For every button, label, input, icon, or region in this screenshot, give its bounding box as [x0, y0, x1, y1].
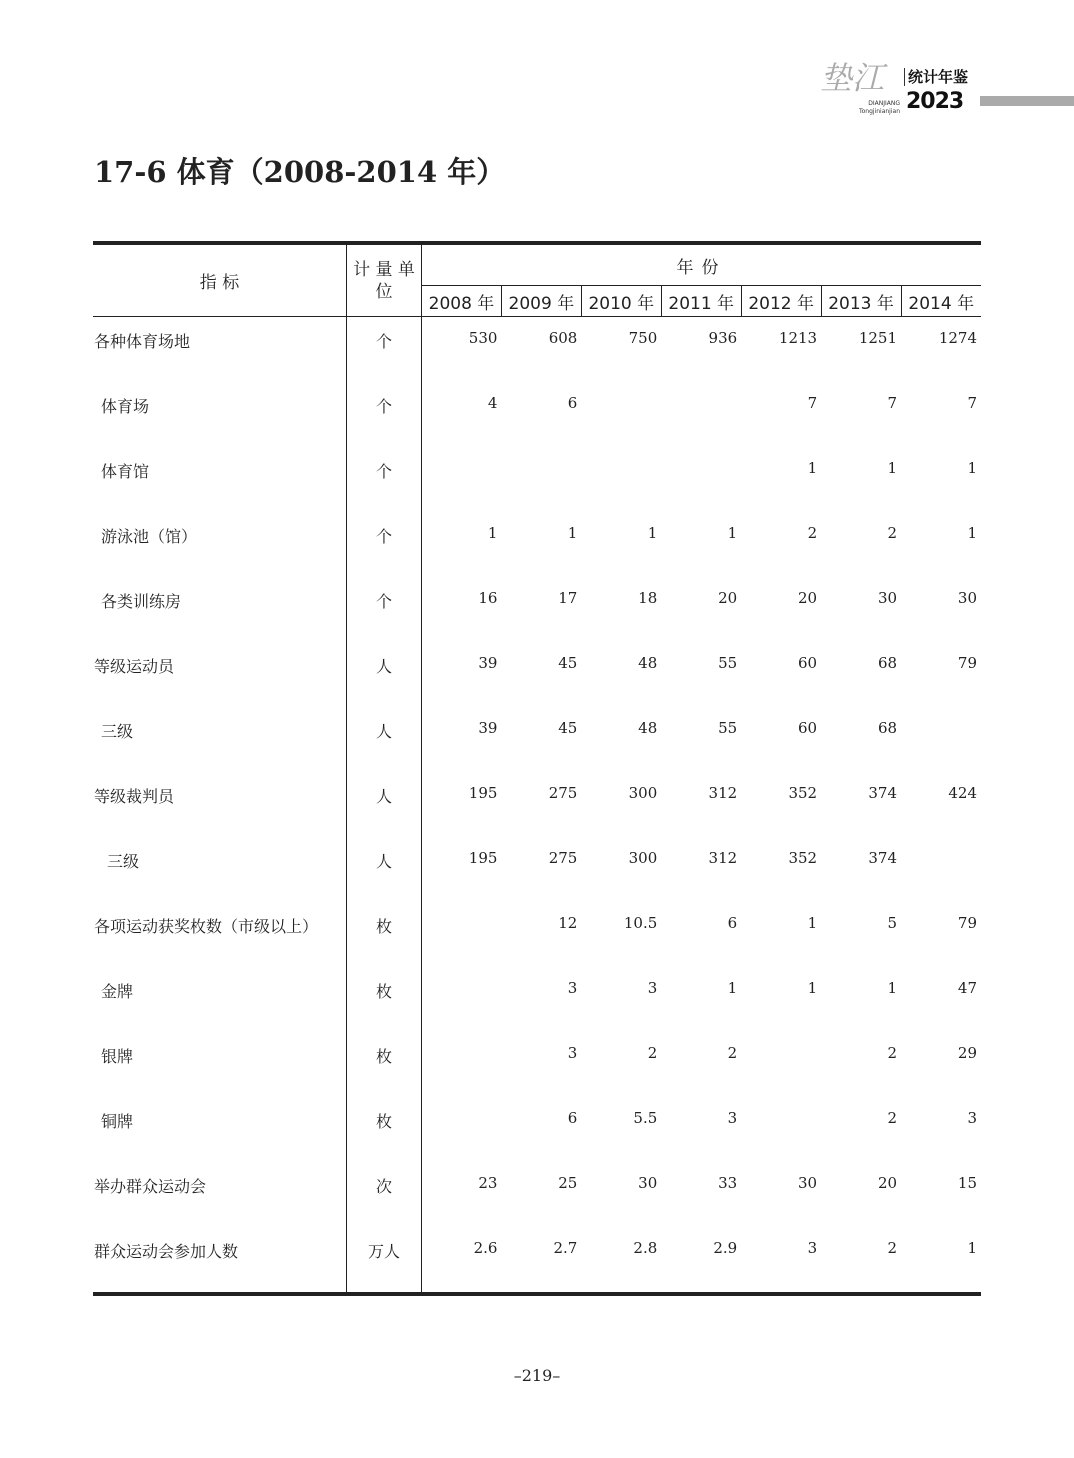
value-cell: 275 [548, 848, 578, 867]
value-cell [661, 447, 741, 512]
value-cell: 4 [487, 393, 498, 412]
value-cell: 3 [727, 1108, 738, 1127]
value-cell: 3 [567, 978, 578, 997]
value-cell: 2 [887, 1108, 898, 1127]
value-cell: 1 [727, 978, 738, 997]
value-cell: 2 [807, 523, 818, 542]
value-cell: 3 [967, 1108, 977, 1127]
value-cell: 352 [788, 783, 818, 802]
value-cell: 79 [957, 913, 977, 932]
table-row [93, 902, 981, 967]
value-cell: 60 [798, 653, 818, 672]
value-cell: 936 [708, 329, 738, 347]
row-unit: 个 [347, 577, 422, 642]
value-cell: 1 [901, 1227, 981, 1294]
value-cell: 750 [628, 329, 658, 347]
value-cell: 5.5 [633, 1108, 658, 1127]
value-cell: 18 [638, 588, 658, 607]
value-cell: 39 [478, 718, 498, 737]
value-cell: 2 [887, 1043, 898, 1062]
table-row [93, 642, 981, 707]
logo-english-line-1: DIANJIANG [868, 100, 900, 107]
value-cell: 2.8 [581, 1227, 661, 1294]
table-row [93, 1162, 981, 1227]
row-label: 铜牌 [93, 1097, 347, 1162]
row-label: 三级 [93, 837, 347, 902]
row-unit: 人 [347, 707, 422, 772]
value-cell: 530 [468, 329, 498, 347]
value-cell: 20 [798, 588, 818, 607]
value-cell: 7 [887, 393, 898, 412]
value-cell: 5 [887, 913, 898, 932]
value-cell: 7 [967, 393, 977, 412]
value-cell: 1251 [858, 329, 898, 347]
value-cell: 1 [887, 458, 898, 477]
row-unit: 次 [347, 1162, 422, 1227]
row-unit: 个 [347, 447, 422, 512]
row-unit: 人 [347, 642, 422, 707]
book-title: 统计年鉴 [904, 68, 968, 86]
logo-english [820, 100, 900, 116]
value-cell: 47 [957, 978, 977, 997]
value-cell: 1274 [938, 329, 977, 347]
value-cell: 20 [877, 1173, 898, 1192]
value-cell [581, 382, 661, 447]
value-cell: 275 [548, 783, 578, 802]
value-cell: 30 [798, 1173, 818, 1192]
header-year: 2013 年 [821, 286, 901, 317]
value-cell: 1 [807, 458, 818, 477]
table-row [93, 772, 981, 837]
row-label: 体育场 [93, 382, 347, 447]
row-label: 等级裁判员 [93, 772, 347, 837]
value-cell: 16 [478, 588, 498, 607]
value-cell: 1 [727, 523, 738, 542]
value-cell: 60 [798, 718, 818, 737]
value-cell [422, 902, 502, 967]
value-cell: 300 [628, 848, 658, 867]
value-cell: 195 [468, 783, 498, 802]
row-unit: 个 [347, 512, 422, 577]
value-cell: 1 [567, 523, 578, 542]
value-cell: 45 [558, 653, 578, 672]
page-title: 17-6 体育（2008-2014 年） [94, 155, 506, 189]
value-cell: 23 [478, 1173, 498, 1192]
table-row [93, 512, 981, 577]
table-row [93, 967, 981, 1032]
table-row [93, 1097, 981, 1162]
value-cell: 29 [957, 1043, 977, 1062]
header-indicator: 指 标 [93, 243, 347, 317]
logo-english-line-2: Tongjinianjian [858, 108, 900, 115]
header-year: 2010 年 [581, 286, 661, 317]
row-label: 金牌 [93, 967, 347, 1032]
value-cell: 2 [821, 1227, 901, 1294]
value-cell: 6 [727, 913, 738, 932]
value-cell: 55 [718, 653, 738, 672]
value-cell: 39 [478, 653, 498, 672]
header-unit: 计 量 单 位 [347, 243, 422, 317]
value-cell: 2.9 [661, 1227, 741, 1294]
value-cell [661, 382, 741, 447]
table-row [93, 382, 981, 447]
header-year: 2011 年 [661, 286, 741, 317]
row-label: 三级 [93, 707, 347, 772]
value-cell [901, 837, 981, 902]
row-label: 各类训练房 [93, 577, 347, 642]
value-cell: 30 [877, 588, 898, 607]
header-year: 2012 年 [741, 286, 821, 317]
value-cell [422, 1032, 502, 1097]
value-cell: 68 [877, 718, 898, 737]
value-cell: 25 [558, 1173, 578, 1192]
value-cell: 3 [741, 1227, 821, 1294]
row-label: 各项运动获奖枚数（市级以上） [93, 902, 347, 967]
row-label: 游泳池（馆） [93, 512, 347, 577]
value-cell: 17 [558, 588, 578, 607]
page-number: –219– [513, 1366, 561, 1385]
logo-calligraphy: 垫江 [820, 59, 885, 97]
row-unit: 枚 [347, 1032, 422, 1097]
table-row [93, 837, 981, 902]
value-cell [422, 1097, 502, 1162]
value-cell: 3 [567, 1043, 578, 1062]
value-cell: 30 [957, 588, 977, 607]
value-cell: 1213 [778, 329, 818, 347]
value-cell: 312 [708, 783, 738, 802]
book-year: 2023 [906, 89, 964, 114]
row-label: 各种体育场地 [93, 317, 347, 382]
value-cell: 374 [868, 783, 898, 802]
value-cell: 2 [887, 523, 898, 542]
value-cell: 45 [558, 718, 578, 737]
table-row [93, 1227, 981, 1294]
value-cell: 1 [967, 523, 977, 542]
value-cell: 68 [877, 653, 898, 672]
table-row [93, 1032, 981, 1097]
value-cell: 2 [647, 1043, 658, 1062]
value-cell: 12 [558, 913, 578, 932]
value-cell: 374 [868, 848, 898, 867]
value-cell: 1 [647, 523, 658, 542]
value-cell: 55 [718, 718, 738, 737]
value-cell: 15 [957, 1173, 977, 1192]
header-year: 2009 年 [501, 286, 581, 317]
row-label: 体育馆 [93, 447, 347, 512]
value-cell: 48 [638, 718, 658, 737]
value-cell: 352 [788, 848, 818, 867]
yearbook-logo [820, 58, 978, 118]
value-cell: 1 [487, 523, 498, 542]
row-unit: 个 [347, 382, 422, 447]
value-cell [741, 1032, 821, 1097]
value-cell: 424 [948, 783, 977, 802]
value-cell: 2.6 [422, 1227, 502, 1294]
row-unit: 个 [347, 317, 422, 382]
row-unit: 万人 [347, 1227, 422, 1294]
value-cell: 1 [807, 913, 818, 932]
row-unit: 枚 [347, 902, 422, 967]
header-year-group: 年份 [422, 243, 982, 286]
row-label: 等级运动员 [93, 642, 347, 707]
value-cell: 79 [957, 653, 977, 672]
value-cell [422, 447, 502, 512]
row-label: 银牌 [93, 1032, 347, 1097]
header-bar [980, 96, 1074, 106]
value-cell: 312 [708, 848, 738, 867]
value-cell: 1 [887, 978, 898, 997]
table-row [93, 707, 981, 772]
header-year: 2008 年 [422, 286, 502, 317]
value-cell [901, 707, 981, 772]
row-unit: 人 [347, 772, 422, 837]
value-cell: 1 [807, 978, 818, 997]
header-year: 2014 年 [901, 286, 981, 317]
value-cell: 33 [718, 1173, 738, 1192]
sports-table [93, 241, 981, 1296]
value-cell: 3 [647, 978, 658, 997]
value-cell: 2.7 [501, 1227, 581, 1294]
value-cell: 300 [628, 783, 658, 802]
value-cell [581, 447, 661, 512]
value-cell [741, 1097, 821, 1162]
value-cell [501, 447, 581, 512]
value-cell: 48 [638, 653, 658, 672]
value-cell: 30 [638, 1173, 658, 1192]
table-row [93, 447, 981, 512]
value-cell: 6 [567, 393, 578, 412]
value-cell: 195 [468, 848, 498, 867]
value-cell: 6 [567, 1108, 578, 1127]
row-unit: 人 [347, 837, 422, 902]
value-cell [422, 967, 502, 1032]
row-unit: 枚 [347, 967, 422, 1032]
value-cell: 608 [548, 329, 578, 347]
table-row [93, 577, 981, 642]
row-label: 举办群众运动会 [93, 1162, 347, 1227]
value-cell: 20 [718, 588, 738, 607]
row-unit: 枚 [347, 1097, 422, 1162]
table-row [93, 317, 981, 382]
value-cell: 7 [807, 393, 818, 412]
value-cell: 2 [727, 1043, 738, 1062]
value-cell: 1 [967, 458, 977, 477]
value-cell: 10.5 [623, 913, 658, 932]
row-label: 群众运动会参加人数 [93, 1227, 347, 1294]
